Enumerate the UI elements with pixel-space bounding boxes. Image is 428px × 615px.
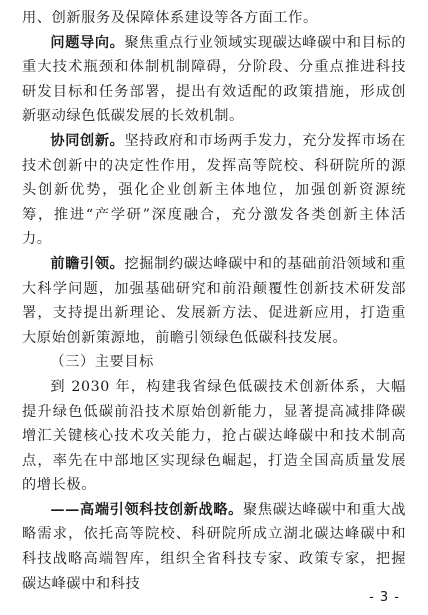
principle-forward-looking [22,252,406,350]
principle-problem-oriented [22,31,406,129]
paragraph-lead: 前瞻引领。 [50,255,125,272]
paragraph-text: 聚焦重点行业领域实现碳达峰碳中和目标的重大技术瓶颈和体制机制障碍，分阶段、分重点推进科技研发目标和任务部署，提出有效适配的政策措施，形成创新驱动绿色低碳发展的长效机制。 [22,34,406,125]
paragraph-text: 聚焦碳达峰碳中和重大战略需求，依托高等院校、科研院所成立湖北碳达峰碳中和科技战略高端智库，组织全省科技专家、政策专家，把握碳达峰碳中和科技 [22,501,406,592]
paragraph-lead: ——高端引领科技创新战略。 [50,501,244,518]
goal-paragraph: 到 2030 年，构建我省绿色低碳技术创新体系，大幅提升绿色低碳前沿技术原始创新能力，显著提高减排降碳增汇关键核心技术攻关能力，抢占碳达峰碳中和技术制高点，率先在中部地区实现绿色崛起，打造全国高质量发展的增长极。 [22,378,406,494]
principle-collaborative-innovation [22,129,406,252]
paragraph-lead: 协同创新。 [50,132,125,149]
strategy-paragraph [22,498,406,596]
continuation-paragraph [22,6,406,31]
paragraph-text: 坚持政府和市场两手发力，充分发挥市场在技术创新中的决定性作用，发挥高等院校、科研院所的源头创新优势，强化企业创新主体地位，加强创新资源统筹，推进“产学研”深度融合，充分激发各类创新主体活力。 [22,132,406,248]
section-heading: （三）主要目标 [50,354,154,371]
paragraph-text: 用、创新服务及保障体系建设等各方面工作。 [22,10,318,26]
paragraph-lead: 问题导向。 [50,34,125,51]
paragraph-text: 挖掘制约碳达峰碳中和的基础前沿领域和重大科学问题，加强基础研究和前沿颠覆性创新技术研发部署，支持提出新理论、发展新方法、促进新应用，打造重大原始创新策源地，前瞻引领绿色低碳科技发展。 [22,255,406,346]
page-number: - 3 - [369,590,400,605]
